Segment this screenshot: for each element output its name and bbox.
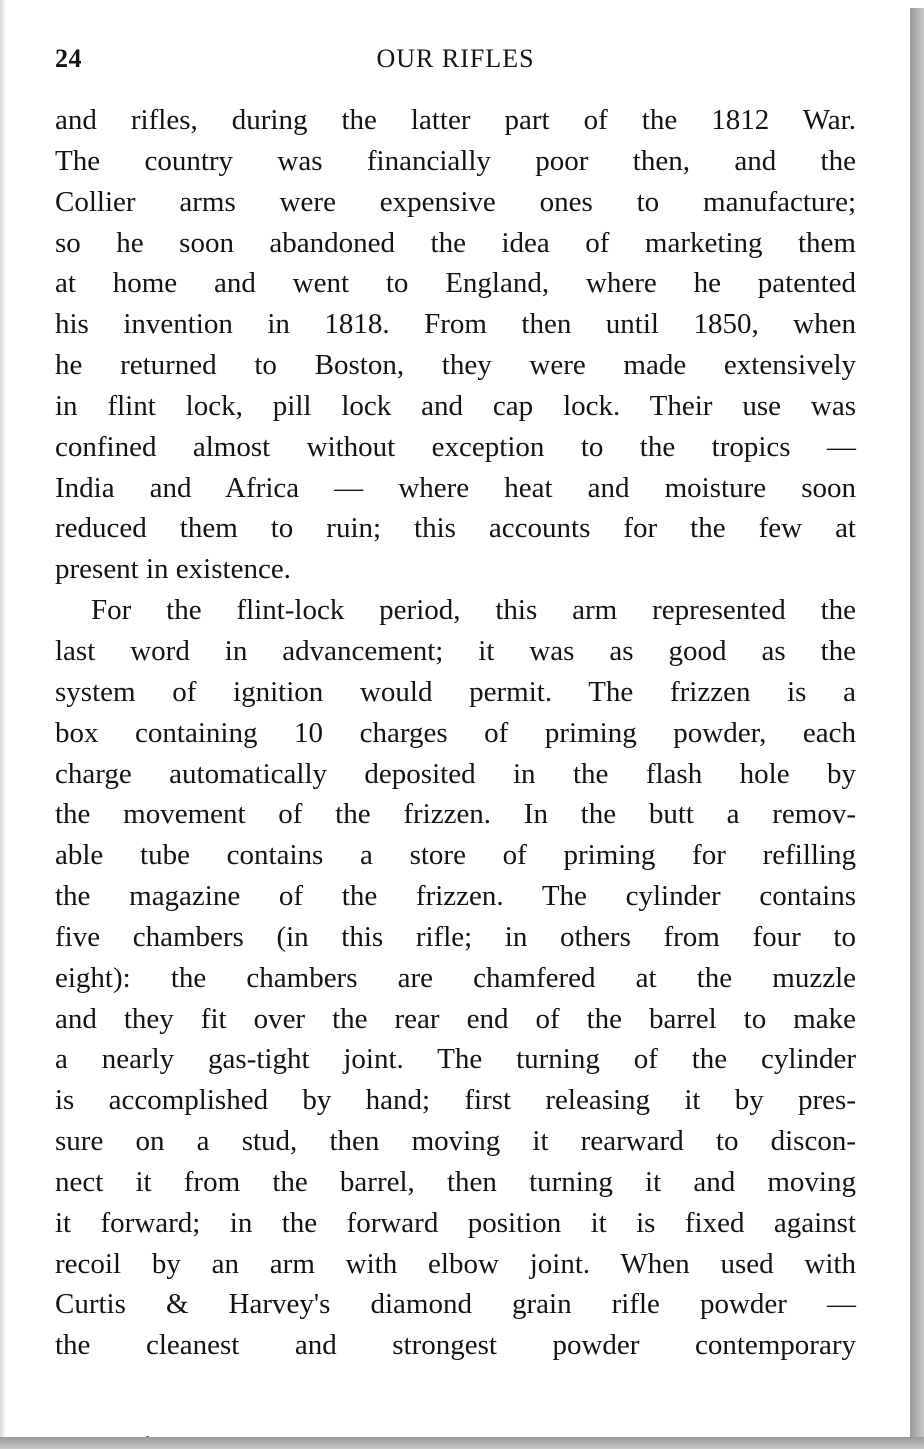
text-line: is accomplished by hand; first releasing it by pres- xyxy=(55,1084,856,1117)
text-line: at home and went to England, where he patented xyxy=(55,267,856,300)
text-line: it forward; in the forward position it is fixed against xyxy=(55,1206,856,1239)
text-line: able tube contains a store of priming for refilling xyxy=(55,839,856,872)
text-line: in flint lock, pill lock and cap lock. Their use was xyxy=(55,389,856,422)
running-title: OUR RIFLES xyxy=(376,44,535,73)
text-line: recoil by an arm with elbow joint. When used with xyxy=(55,1247,856,1280)
text-line: The country was financially poor then, and the xyxy=(55,144,856,177)
text-line: last word in advancement; it was as good as the xyxy=(55,634,856,667)
text-line: confined almost without exception to the tropics — xyxy=(55,430,856,463)
text-line: the movement of the frizzen. In the butt a remov- xyxy=(55,798,856,831)
text-line: five chambers (in this rifle; in others from four to xyxy=(55,920,856,953)
text-line: For the flint-lock period, this arm represented the xyxy=(91,594,856,627)
text-line: and they fit over the rear end of the barrel to make xyxy=(55,1002,856,1035)
body-text xyxy=(55,100,856,1366)
text-line: box containing 10 charges of priming powder, each xyxy=(55,716,856,749)
text-line: the magazine of the frizzen. The cylinder contains xyxy=(55,880,856,913)
text-line: nect it from the barrel, then turning it and moving xyxy=(55,1165,856,1198)
text-line: a nearly gas-tight joint. The turning of the cylinder xyxy=(55,1043,856,1076)
paragraph-2 xyxy=(55,590,856,1366)
text-line: and rifles, during the latter part of the 1812 War. xyxy=(55,104,856,136)
paragraph-1 xyxy=(55,100,856,590)
text-line: so he soon abandoned the idea of marketing them xyxy=(55,226,856,259)
page-right-edge xyxy=(910,8,924,1449)
text-line: Curtis & Harvey's diamond grain rifle powder — xyxy=(55,1288,856,1321)
text-line: the cleanest and strongest powder contemporary xyxy=(55,1329,856,1362)
text-line: he returned to Boston, they were made extensively xyxy=(55,349,856,382)
page-left-shadow xyxy=(0,0,6,1437)
text-line: eight): the chambers are chamfered at the muzzle xyxy=(55,961,856,994)
text-line: present in existence. xyxy=(55,553,291,586)
text-line: charge automatically deposited in the flash hole by xyxy=(55,757,856,790)
running-head xyxy=(55,44,856,80)
page-bottom-edge xyxy=(0,1437,924,1449)
text-line: Collier arms were expensive ones to manufacture; xyxy=(55,185,856,218)
page-number: 24 xyxy=(55,44,82,73)
text-line: system of ignition would permit. The frizzen is a xyxy=(55,675,856,708)
text-line: India and Africa — where heat and moisture soon xyxy=(55,471,856,504)
text-line: reduced them to ruin; this accounts for the few at xyxy=(55,512,856,545)
text-line: his invention in 1818. From then until 1850, when xyxy=(55,308,856,341)
text-line: sure on a stud, then moving it rearward to discon- xyxy=(55,1125,856,1158)
